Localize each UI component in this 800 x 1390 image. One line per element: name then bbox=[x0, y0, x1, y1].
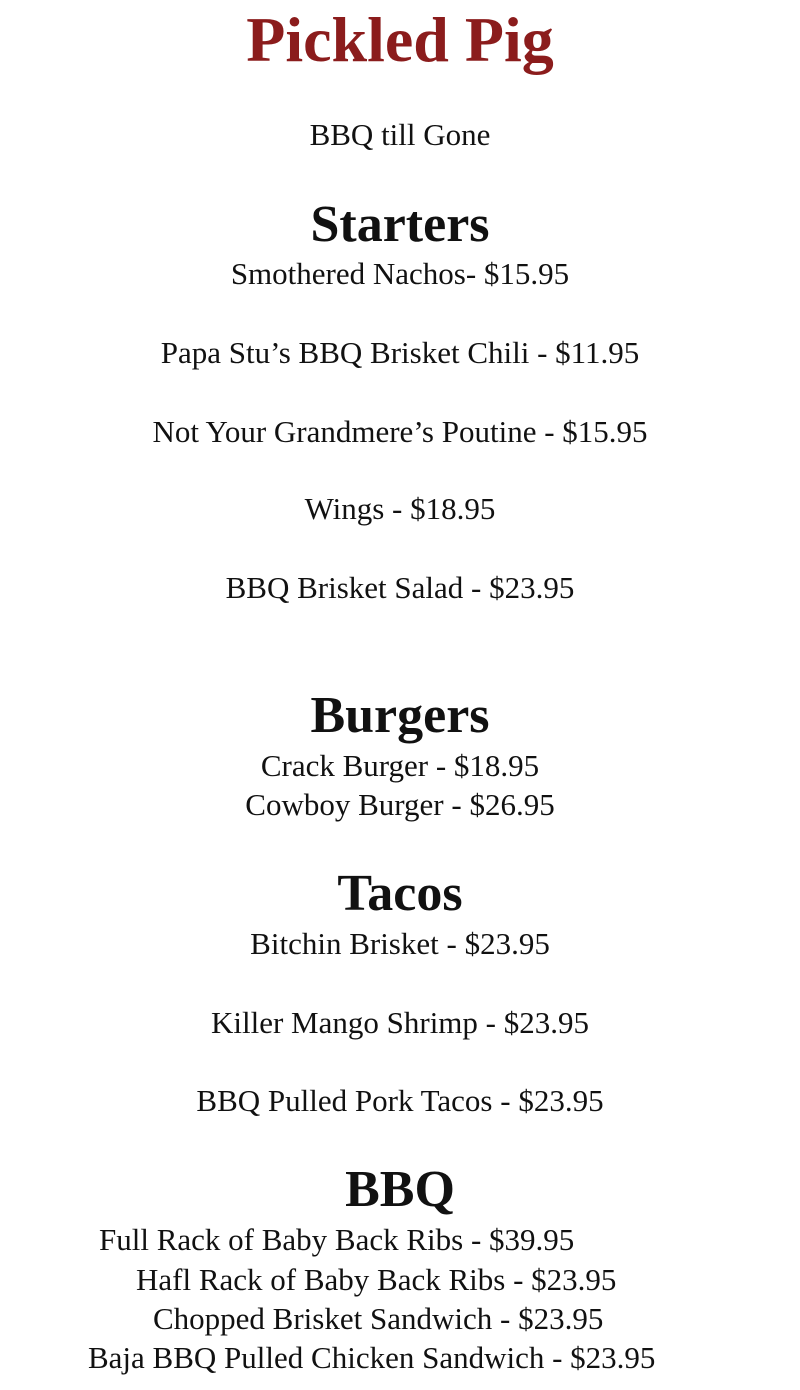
menu-item: Full Rack of Baby Back Ribs - $39.95 bbox=[99, 1222, 575, 1257]
menu-item: Cowboy Burger - $26.95 bbox=[245, 787, 555, 822]
menu-item: Not Your Grandmere’s Poutine - $15.95 bbox=[152, 414, 648, 449]
menu-item: Hafl Rack of Baby Back Ribs - $23.95 bbox=[136, 1262, 617, 1297]
menu-item: Bitchin Brisket - $23.95 bbox=[250, 926, 550, 961]
menu-item: Papa Stu’s BBQ Brisket Chili - $11.95 bbox=[160, 335, 640, 370]
menu-item: Killer Mango Shrimp - $23.95 bbox=[211, 1005, 589, 1040]
menu-item: Baja BBQ Pulled Chicken Sandwich - $23.95 bbox=[88, 1340, 656, 1375]
section-title-tacos: Tacos bbox=[337, 865, 463, 922]
section-title-starters: Starters bbox=[310, 196, 490, 253]
menu-item: Smothered Nachos- $15.95 bbox=[230, 256, 570, 291]
menu-item: Crack Burger - $18.95 bbox=[260, 748, 540, 783]
menu-item: Wings - $18.95 bbox=[304, 491, 496, 526]
menu-item: Chopped Brisket Sandwich - $23.95 bbox=[153, 1301, 604, 1336]
menu-item: BBQ Brisket Salad - $23.95 bbox=[225, 570, 575, 605]
restaurant-tagline: BBQ till Gone bbox=[309, 117, 491, 152]
section-title-bbq: BBQ bbox=[345, 1161, 455, 1218]
restaurant-name: Pickled Pig bbox=[246, 4, 554, 75]
section-title-burgers: Burgers bbox=[310, 687, 490, 744]
menu-item: BBQ Pulled Pork Tacos - $23.95 bbox=[196, 1083, 604, 1118]
